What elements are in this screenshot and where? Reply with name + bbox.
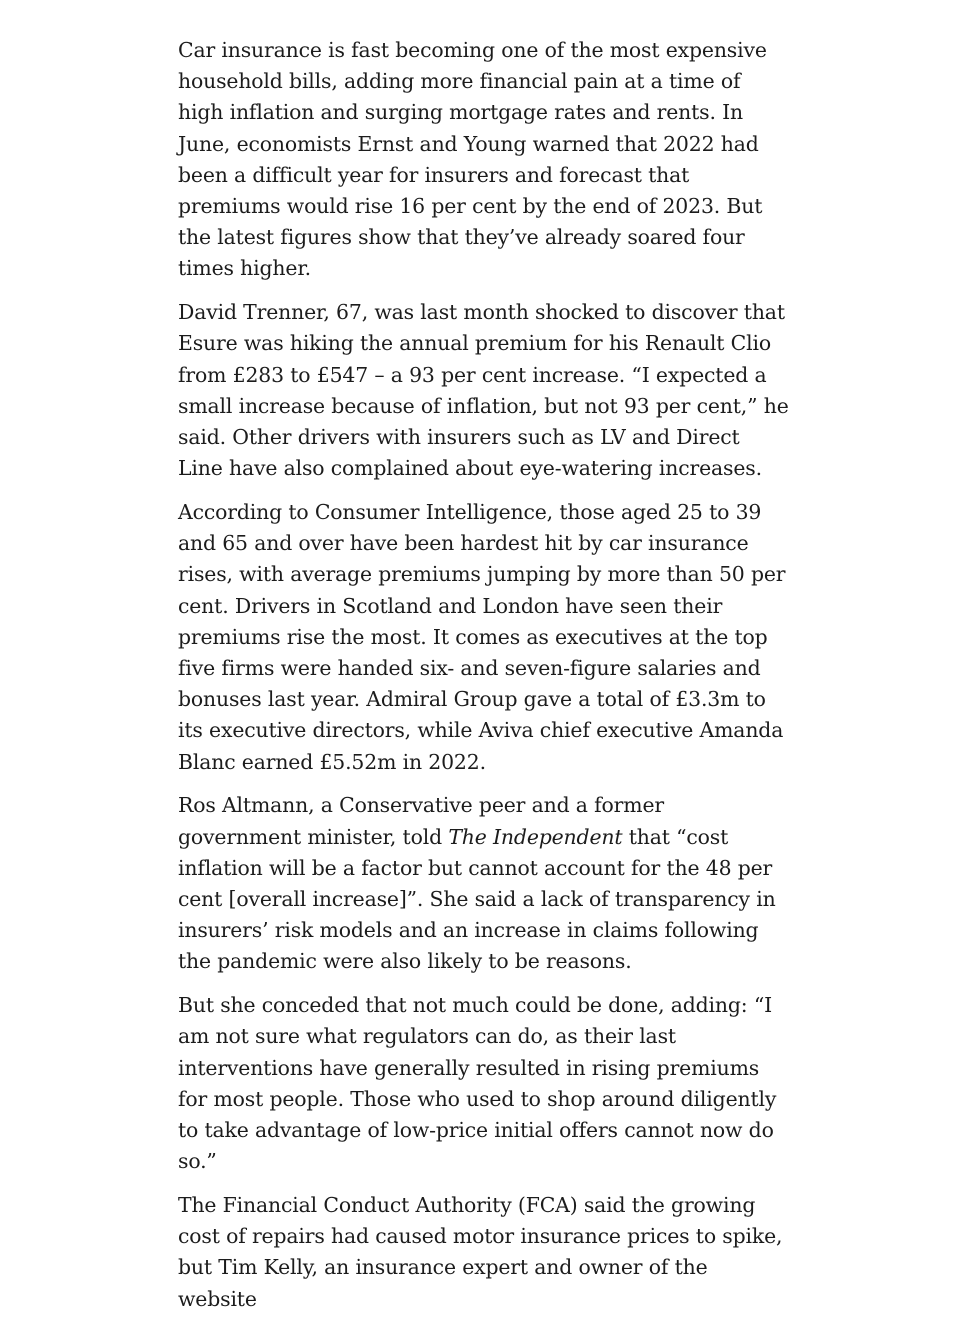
- paragraph-4-text-before: Ros Altmann, a Conservative peer and a former government minister, told: [178, 793, 664, 849]
- paragraph-6: The Financial Conduct Authority (FCA) said the growing cost of repairs had caused motor insurance prices to spike, but Tim Kelly, an insurance expert and owner of the website: [178, 1193, 783, 1311]
- paragraph-4: [178, 790, 790, 977]
- paragraph-5: But she conceded that not much could be done, adding: “I am not sure what regulators can do, as their last interventions have generally resulted in rising premiums for most people. Those who used to shop around diligently to take advantage of low-price initial offers cannot now do so.”: [178, 993, 777, 1174]
- paragraph-1: Car insurance is fast becoming one of the most expensive household bills, adding more financial pain at a time of high inflation and surging mortgage rates and rents. In June, economists Ernst and Young warned that 2022 had been a difficult year for insurers and forecast that premiums would rise 16 per cent by the end of 2023. But the latest figures show that they’ve already soared four times higher.: [178, 38, 767, 281]
- publication-name: The Independent: [448, 824, 623, 849]
- article-body: [178, 35, 790, 1327]
- paragraph-4-text-after: that “cost inflation will be a factor but cannot account for the 48 per cent [overall increase]”. She said a lack of transparency in insurers’ risk models and an increase in claims following the pandemic were also likely to be reasons.: [178, 824, 776, 974]
- paragraph-2: David Trenner, 67, was last month shocked to discover that Esure was hiking the annual premium for his Renault Clio from £283 to £547 – a 93 per cent increase. “I expected a small increase because of inflation, but not 93 per cent,” he said. Other drivers with insurers such as LV and Direct Line have also complained about eye-watering increases.: [178, 300, 789, 481]
- paragraph-3: According to Consumer Intelligence, those aged 25 to 39 and 65 and over have been hardest hit by car insurance rises, with average premiums jumping by more than 50 per cent. Drivers in Scotland and London have seen their premiums rise the most. It comes as executives at the top five firms were handed six- and seven-figure salaries and bonuses last year. Admiral Group gave a total of £3.3m to its executive directors, while Aviva chief executive Amanda Blanc earned £5.52m in 2022.: [178, 500, 786, 774]
